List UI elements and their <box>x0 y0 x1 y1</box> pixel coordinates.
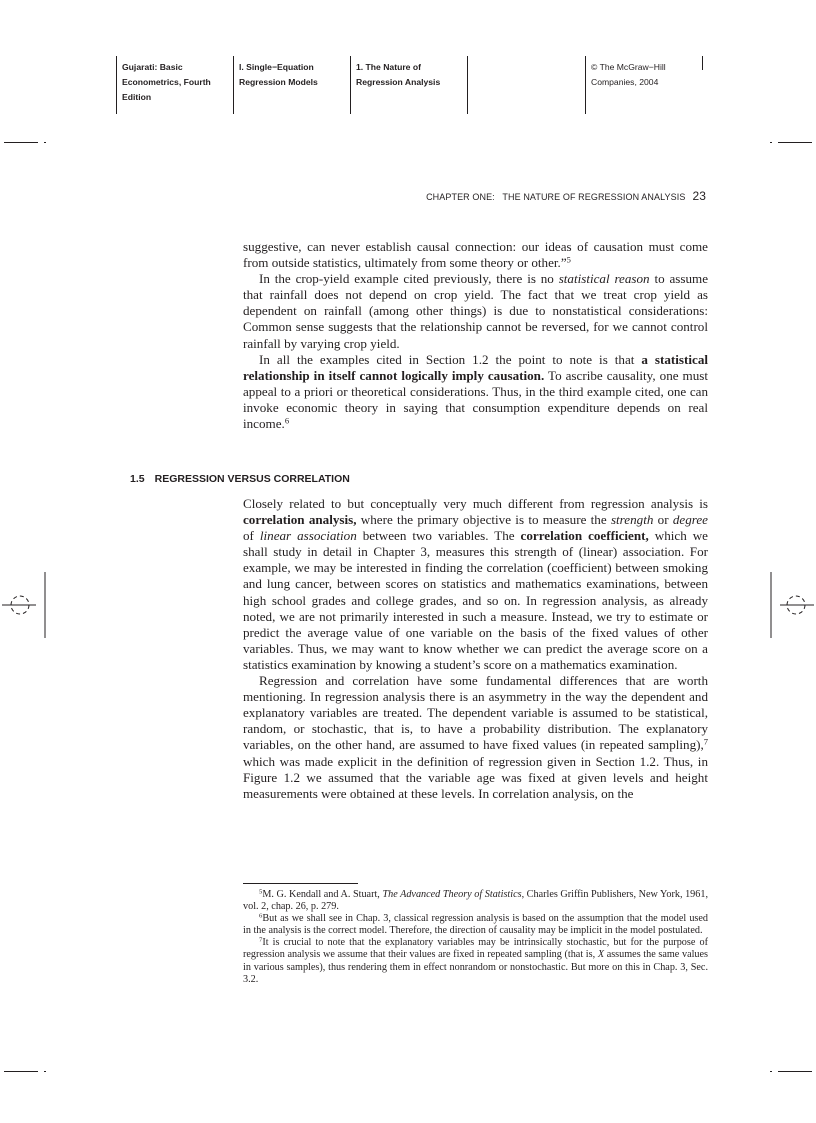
text: between two variables. The <box>356 528 521 544</box>
header-blank-cell <box>467 56 584 114</box>
header-line: © The McGraw−Hill <box>591 62 666 72</box>
text: But as we shall see in Chap. 3, classical regression analysis is based on the assumption that the model used in the analysis is the correct model. Therefore, the direction of causality may be implicit in the model postulated. <box>243 913 708 937</box>
header-line: Edition <box>122 92 152 102</box>
text: To ascribe causality, one must appeal to a priori or theoretical considerations. Thus, in the third example cited, one can invoke economic theory in saying that consumption expenditure depends on real income. <box>243 367 709 432</box>
text: to assume that rainfall does not depend on crop yield. The fact that we treat crop yield as dependent on rainfall (among other things) is due to nonstatistical considerations: Common sense suggests that the relationship cannot be reversed, for we cannot control rainfall by varying crop yield. <box>243 271 709 351</box>
crop-mark <box>778 1071 812 1072</box>
header-line: I. Single−Equation <box>239 62 314 72</box>
footnote <box>243 889 708 913</box>
header-line: Companies, 2004 <box>591 77 659 87</box>
footnote-ref: 5 <box>566 254 571 265</box>
footnotes <box>243 889 708 986</box>
header-line: 1. The Nature of <box>356 62 421 72</box>
text: assumes the same values in various samples), thus rendering them in effect nonrandom or nonstochastic. But more on this in Chap. 3, Sec. 3.2. <box>243 949 709 985</box>
header-copyright <box>585 56 702 114</box>
paragraph <box>243 239 708 271</box>
footnote <box>243 937 708 985</box>
text: which we shall study in detail in Chapter 3, measures this strength of (linear) association. For example, we may be interested in finding the correlation (coefficient) between smoking and lung cancer, between scores on statistics and mathematics examinations, between high school grades and college grades, and so on. In regression analysis, as already noted, we are not primarily interested in such a measure. Instead, we try to estimate or predict the average value of one variable on the basis of the fixed values of other variables. Thus, we may want to know whether we can predict the average score on a statistics examination by knowing a student’s score on a mathematics examination. <box>243 528 708 672</box>
header-line: Econometrics, Fourth <box>122 77 211 87</box>
bold-term: correlation coefficient, <box>520 528 649 544</box>
crop-mark <box>44 1071 46 1072</box>
footnote-ref: 6 <box>284 415 290 426</box>
text: M. G. Kendall and A. Stuart, <box>262 889 383 900</box>
crop-mark <box>770 142 772 143</box>
registration-mark-left <box>0 570 52 640</box>
text: where the primary objective is to measure the <box>356 512 611 528</box>
header-line: Gujarati: Basic <box>122 62 183 72</box>
header-chapter <box>350 56 467 114</box>
paragraph <box>243 271 708 351</box>
text: Closely related to but conceptually very much different from regression analysis is <box>243 496 708 511</box>
crop-mark <box>770 1071 772 1072</box>
text: which was made explicit in the definition of regression given in Section 1.2. Thus, in Figure 1.2 we assumed that the variable age was fixed at given levels and height measurements were obtained at these levels. In correlation analysis, on the <box>243 753 708 801</box>
text: or <box>653 512 673 528</box>
registration-mark-right <box>764 570 816 640</box>
text: of <box>243 528 260 544</box>
book-title: The Advanced Theory of Statistics <box>382 889 522 900</box>
footnote-number: 7 <box>259 936 263 944</box>
header-line: Regression Models <box>239 77 318 87</box>
emphasis: degree <box>672 512 708 528</box>
text: , Charles Griffin Publishers, New York, 1961, vol. 2, chap. 26, p. 279. <box>243 889 708 913</box>
emphasis: statistical reason <box>558 271 650 287</box>
emphasis: strength <box>610 512 654 528</box>
paragraph <box>243 673 708 802</box>
crop-mark <box>778 142 812 143</box>
paragraph <box>243 496 708 673</box>
footnote-number: 5 <box>259 888 263 896</box>
crop-mark <box>4 142 38 143</box>
text: In the crop-yield example cited previously, there is no <box>259 271 559 287</box>
section-title: REGRESSION VERSUS CORRELATION <box>154 473 350 485</box>
header-line: Regression Analysis <box>356 77 441 87</box>
bold-term: correlation analysis, <box>243 512 357 528</box>
crop-mark <box>4 1071 38 1072</box>
running-head <box>426 189 706 203</box>
text: Regression and correlation have some fundamental differences that are worth mentioning. In regression analysis there is an asymmetry in the way the dependent and explanatory variables are treated. The dependent variable is assumed to be statistical, random, or stochastic, that is, to have a probability distribution. The explanatory variables, on the other hand, are assumed to have fixed values (in repeated sampling), <box>243 673 708 753</box>
header-border <box>702 56 703 70</box>
footnote-number: 6 <box>259 912 263 920</box>
running-head-title: CHAPTER ONE: THE NATURE OF REGRESSION ANALYSIS <box>426 192 686 202</box>
text: It is crucial to note that the explanatory variables may be intrinsically stochastic, but for the purpose of regression analysis we assume that their values are fixed in repeated sampling (that is, <box>243 937 708 961</box>
emphasis: linear association <box>259 528 357 544</box>
header-part <box>233 56 350 114</box>
crop-mark <box>44 142 46 143</box>
bold-statement: a statistical relationship in itself cannot logically imply causation. <box>243 351 709 383</box>
body-text-lower <box>243 496 708 802</box>
section-number: 1.5 <box>130 473 145 485</box>
footnote-rule <box>243 883 358 884</box>
page-number: 23 <box>692 189 706 203</box>
footnote <box>243 913 708 937</box>
footnote-ref: 7 <box>703 736 708 747</box>
paragraph <box>243 352 708 432</box>
variable: X <box>597 949 605 961</box>
header-book-title <box>116 56 233 114</box>
body-text-upper <box>243 239 708 432</box>
text: In all the examples cited in Section 1.2 the point to note is that <box>259 351 642 367</box>
section-heading <box>130 473 350 485</box>
text: suggestive, can never establish causal connection: our ideas of causation must come from outside statistics, ultimately from some theory or other.” <box>243 239 708 271</box>
